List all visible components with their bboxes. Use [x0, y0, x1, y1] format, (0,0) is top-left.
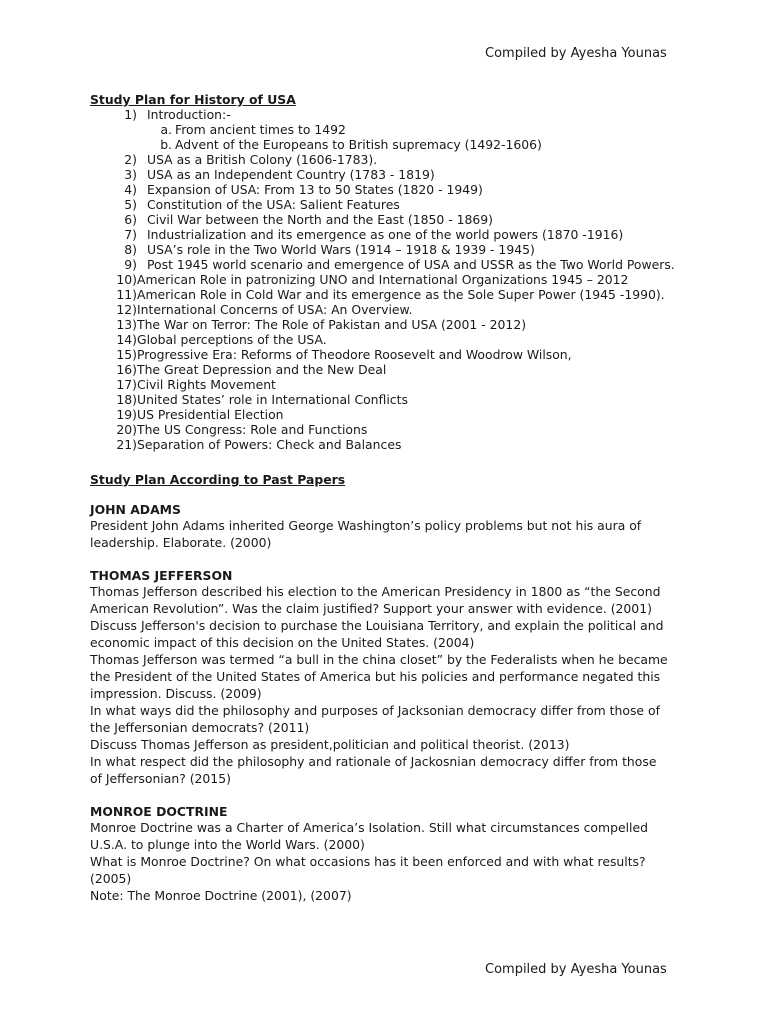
- study-plan-item: [90, 242, 690, 257]
- subitem-text: Advent of the Europeans to British supremacy (1492-1606): [175, 137, 542, 152]
- question-line: of Jeffersonian? (2015): [90, 771, 231, 786]
- study-plan-item: [90, 272, 690, 287]
- item-text: USA as a British Colony (1606-1783).: [147, 152, 378, 167]
- subitem-text: From ancient times to 1492: [175, 122, 346, 137]
- question-line: the Jeffersonian democrats? (2011): [90, 720, 310, 735]
- item-text: Constitution of the USA: Salient Features: [147, 197, 400, 212]
- item-text: The Great Depression and the New Deal: [137, 362, 387, 377]
- document-body: [90, 92, 690, 921]
- study-plan-item: [90, 407, 690, 422]
- study-plan-item: [90, 257, 690, 272]
- question-line: Thomas Jefferson was termed “a bull in the china closet” by the Federalists when he became: [90, 652, 668, 667]
- study-plan-item: [90, 392, 690, 407]
- item-number: 6): [124, 212, 137, 227]
- item-text: United States’ role in International Conflicts: [137, 392, 408, 407]
- study-plan-item: [90, 227, 690, 242]
- study-plan-item: [90, 437, 690, 452]
- item-text: Progressive Era: Reforms of Theodore Roosevelt and Woodrow Wilson,: [137, 347, 572, 362]
- item-text: Industrialization and its emergence as one of the world powers (1870 -1916): [147, 227, 624, 242]
- question-line: In what ways did the philosophy and purposes of Jacksonian democracy differ from those of: [90, 703, 660, 718]
- study-plan-item: [90, 377, 690, 392]
- question-line: Discuss Jefferson's decision to purchase the Louisiana Territory, and explain the political and: [90, 618, 664, 633]
- item-text: American Role in patronizing UNO and International Organizations 1945 – 2012: [137, 272, 629, 287]
- study-plan-item: [90, 422, 690, 437]
- item-number: 13): [116, 317, 137, 332]
- past-paper-topic: [90, 804, 690, 904]
- item-text: US Presidential Election: [137, 407, 284, 422]
- study-plan-item: [90, 152, 690, 167]
- question-line: Discuss Thomas Jefferson as president,politician and political theorist. (2013): [90, 737, 570, 752]
- header-compiled-by: Compiled by Ayesha Younas: [485, 46, 667, 61]
- item-number: 4): [124, 182, 137, 197]
- item-number: 12): [116, 302, 137, 317]
- study-plan-subitem: [90, 137, 690, 152]
- item-number: 9): [124, 257, 137, 272]
- study-plan-item: [90, 302, 690, 317]
- item-number: 21): [116, 437, 137, 452]
- study-plan-item: [90, 167, 690, 182]
- question-line: impression. Discuss. (2009): [90, 686, 262, 701]
- question-line: American Revolution”. Was the claim justified? Support your answer with evidence. (2001): [90, 601, 652, 616]
- item-number: 1): [124, 107, 137, 122]
- item-number: 14): [116, 332, 137, 347]
- past-paper-topic: [90, 502, 690, 551]
- study-plan-item: [90, 317, 690, 332]
- study-plan-title: Study Plan for History of USA: [90, 92, 296, 107]
- item-number: 8): [124, 242, 137, 257]
- topic-heading: MONROE DOCTRINE: [90, 804, 228, 819]
- item-text: The US Congress: Role and Functions: [137, 422, 368, 437]
- question-line: (2005): [90, 871, 132, 886]
- study-plan-subitem: [90, 122, 690, 137]
- item-number: 7): [124, 227, 137, 242]
- past-papers-topics: [90, 502, 690, 904]
- item-text: USA as an Independent Country (1783 - 1819): [147, 167, 435, 182]
- question-line: President John Adams inherited George Washington’s policy problems but not his aura of: [90, 518, 642, 533]
- item-number: 15): [116, 347, 137, 362]
- study-plan-item: [90, 182, 690, 197]
- study-plan-item: [90, 362, 690, 377]
- item-number: 10): [116, 272, 137, 287]
- past-papers-title: Study Plan According to Past Papers: [90, 472, 346, 487]
- study-plan-item: [90, 107, 690, 122]
- study-plan-item: [90, 332, 690, 347]
- item-number: 19): [116, 407, 137, 422]
- question-line: U.S.A. to plunge into the World Wars. (2000): [90, 837, 365, 852]
- question-line: leadership. Elaborate. (2000): [90, 535, 272, 550]
- study-plan-item: [90, 212, 690, 227]
- item-text: International Concerns of USA: An Overview.: [137, 302, 413, 317]
- item-text: Post 1945 world scenario and emergence of USA and USSR as the Two World Powers.: [147, 257, 675, 272]
- question-line: economic impact of this decision on the United States. (2004): [90, 635, 475, 650]
- subitem-letter: a.: [160, 122, 172, 137]
- item-number: 20): [116, 422, 137, 437]
- item-number: 2): [124, 152, 137, 167]
- study-plan-list: [90, 107, 690, 452]
- question-line: What is Monroe Doctrine? On what occasions has it been enforced and with what results?: [90, 854, 646, 869]
- item-text: Civil War between the North and the East (1850 - 1869): [147, 212, 493, 227]
- study-plan-item: [90, 287, 690, 302]
- item-text: The War on Terror: The Role of Pakistan and USA (2001 - 2012): [137, 317, 527, 332]
- item-number: 17): [116, 377, 137, 392]
- item-text: American Role in Cold War and its emergence as the Sole Super Power (1945 -1990).: [137, 287, 665, 302]
- subitem-letter: b.: [160, 137, 172, 152]
- item-text: Separation of Powers: Check and Balances: [137, 437, 402, 452]
- footer-compiled-by: Compiled by Ayesha Younas: [485, 962, 667, 977]
- item-text: Introduction:-: [147, 107, 231, 122]
- question-line: Thomas Jefferson described his election to the American Presidency in 1800 as “the Second: [90, 584, 661, 599]
- item-number: 16): [116, 362, 137, 377]
- topic-heading: THOMAS JEFFERSON: [90, 568, 233, 583]
- item-text: Global perceptions of the USA.: [137, 332, 327, 347]
- item-text: Civil Rights Movement: [137, 377, 276, 392]
- item-text: USA’s role in the Two World Wars (1914 – 1918 & 1939 - 1945): [147, 242, 535, 257]
- question-line: the President of the United States of America but his policies and performance negated this: [90, 669, 661, 684]
- study-plan-item: [90, 197, 690, 212]
- study-plan-item: [90, 347, 690, 362]
- item-number: 5): [124, 197, 137, 212]
- item-number: 3): [124, 167, 137, 182]
- item-number: 18): [116, 392, 137, 407]
- question-line: Monroe Doctrine was a Charter of America’s Isolation. Still what circumstances compelled: [90, 820, 648, 835]
- past-paper-topic: [90, 568, 690, 787]
- question-line: In what respect did the philosophy and rationale of Jackosnian democracy differ from those: [90, 754, 657, 769]
- item-number: 11): [116, 287, 137, 302]
- topic-heading: JOHN ADAMS: [90, 502, 181, 517]
- item-text: Expansion of USA: From 13 to 50 States (1820 - 1949): [147, 182, 483, 197]
- question-line: Note: The Monroe Doctrine (2001), (2007): [90, 888, 352, 903]
